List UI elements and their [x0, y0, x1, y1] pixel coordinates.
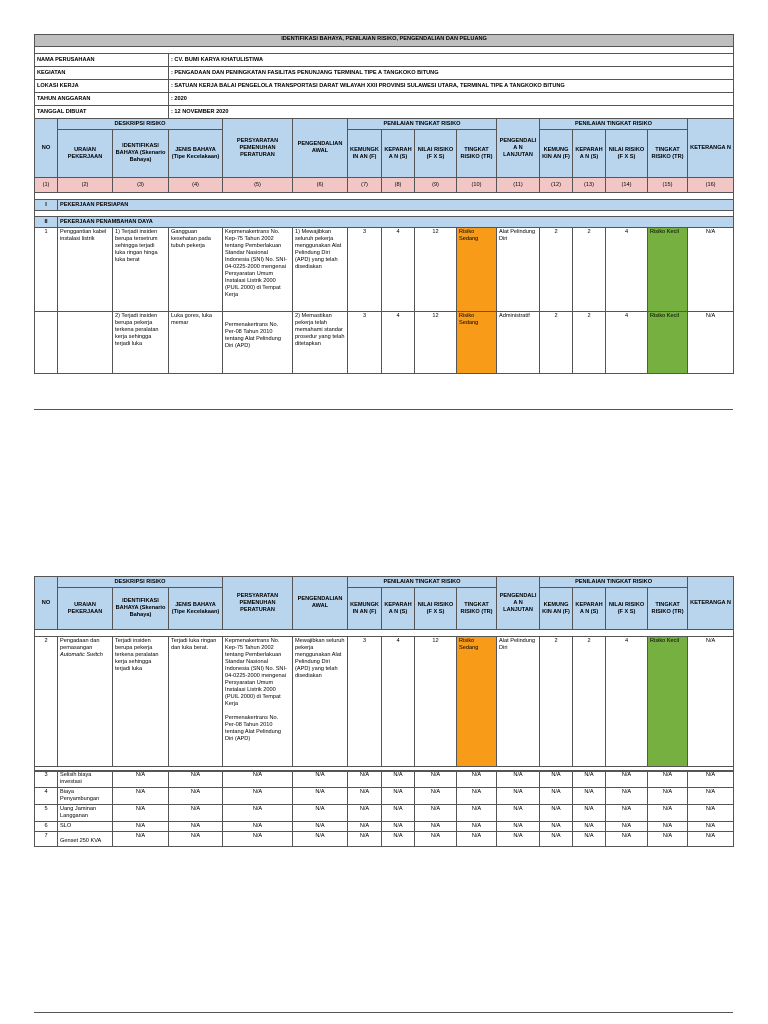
row-persyaratan — [223, 637, 293, 767]
row-no: 4 — [35, 788, 58, 805]
info-label: NAMA PERUSAHAAN — [35, 54, 169, 67]
row-f2: 2 — [540, 637, 573, 767]
info-value: : SATUAN KERJA BALAI PENGELOLA TRANSPORTASI DARAT WILAYAH XXII PROVINSI SULAWESI UTARA, TERMINAL TIPE A TANGKOKO BITUNG — [169, 80, 734, 93]
row-na-cell: N/A — [223, 788, 293, 805]
row-na-cell: N/A — [688, 822, 734, 832]
row-na-cell: N/A — [293, 805, 348, 822]
col-header-penilaian: PENILAIAN TINGKAT RISIKO — [348, 577, 497, 588]
col-header-tingkat: TINGKAT RISIKO (TR) — [457, 130, 497, 178]
row-pengendalian: 1) Mewajibkan seluruh pekerja menggunakan Alat Pelindung Diri (APD) yang telah disediakan — [293, 228, 348, 312]
row-na-cell: N/A — [113, 771, 169, 788]
col-header-deskripsi: DESKRIPSI RISIKO — [58, 119, 223, 130]
row-na-cell: N/A — [497, 788, 540, 805]
col-header-kemungkinan: KEMUNGKIN AN (F) — [348, 588, 382, 630]
row-f: 3 — [348, 312, 382, 374]
row-na-cell: N/A — [457, 832, 497, 847]
row-nilai: 12 — [415, 312, 457, 374]
col-number: (4) — [169, 178, 223, 193]
row-na-cell: N/A — [382, 832, 415, 847]
row-na-cell: N/A — [223, 805, 293, 822]
row-f: 3 — [348, 637, 382, 767]
row-identifikasi: Terjadi insiden berupa pekerja terkena peralatan kerja sehingga terjadi luka — [113, 637, 169, 767]
row-nilai2: 4 — [606, 312, 648, 374]
row-no: 3 — [35, 771, 58, 788]
row-na-cell: N/A — [293, 771, 348, 788]
row-tingkat2-risk-badge: Risiko Kecil — [648, 228, 688, 312]
row-s: 4 — [382, 228, 415, 312]
col-header-pengendalian: PENGENDALIAN AWAL — [293, 119, 348, 178]
row-no: 5 — [35, 805, 58, 822]
col-header-tingkat: TINGKAT RISIKO (TR) — [648, 130, 688, 178]
risk-table-page1 — [34, 34, 734, 374]
col-number: (12) — [540, 178, 573, 193]
row-keterangan: N/A — [688, 228, 734, 312]
row-no: 7 — [35, 832, 58, 847]
row-na-cell: N/A — [348, 832, 382, 847]
row-na-cell: N/A — [573, 832, 606, 847]
col-header-identifikasi: IDENTIFIKASI BAHAYA (Skenario Bahaya) — [113, 588, 169, 630]
col-header-deskripsi: DESKRIPSI RISIKO — [58, 577, 223, 588]
row-identifikasi: 1) Terjadi insiden berupa tersetrum sehingga terjadi luka ringan hinga luka berat — [113, 228, 169, 312]
info-label: KEGIATAN — [35, 67, 169, 80]
row-keterangan: N/A — [688, 312, 734, 374]
row-lanjutan: Alat Pelindung Diri — [497, 637, 540, 767]
row-tingkat2-risk-badge: Risiko Kecil — [648, 637, 688, 767]
row-f: 3 — [348, 228, 382, 312]
info-value: : PENGADAAN DAN PENINGKATAN FASILITAS PENUNJANG TERMINAL TIPE A TANGKOKO BITUNG — [169, 67, 734, 80]
col-number: (14) — [606, 178, 648, 193]
col-number: (7) — [348, 178, 382, 193]
col-header-keparahan: KEPARAHA N (S) — [382, 588, 415, 630]
row-f2: 2 — [540, 312, 573, 374]
section-number: II — [35, 217, 58, 228]
row-persyaratan: Kepmenakertrans No. Kep-75 Tahun 2002 tentang Pemberlakuan Standar Nasional Indonesia (SNI) No. SNI-04-0225-2000 mengenai Persyaratan Umum Instalasi Listrik 2000 (PUIL 2000) di Tempat Kerja — [223, 228, 293, 312]
row-na-cell: N/A — [293, 822, 348, 832]
col-header-lanjutan: PENGENDALIA N LANJUTAN — [497, 577, 540, 630]
row-uraian: Penggantian kabel instalasi listrik — [58, 228, 113, 312]
row-na-cell: N/A — [415, 788, 457, 805]
row-na-cell: N/A — [606, 822, 648, 832]
row-persyaratan: Permenakertrans No. Per-08 Tahun 2010 tentang Alat Pelindung Diri (APD) — [223, 312, 293, 374]
table-row — [35, 805, 734, 822]
row-na-cell: N/A — [540, 832, 573, 847]
col-number: (10) — [457, 178, 497, 193]
row-na-cell: N/A — [169, 832, 223, 847]
row-na-cell: N/A — [415, 822, 457, 832]
col-header-identifikasi: IDENTIFIKASI BAHAYA (Skenario Bahaya) — [113, 130, 169, 178]
row-na-cell: N/A — [573, 805, 606, 822]
col-header-penilaian: PENILAIAN TINGKAT RISIKO — [540, 119, 688, 130]
row-identifikasi: 2) Terjadi insiden berupa pekerja terkena peralatan kerja sehingga terjadi luka — [113, 312, 169, 374]
col-header-no: NO — [35, 577, 58, 630]
row-uraian: Uang Jaminan Langganan — [58, 805, 113, 822]
row-no: 1 — [35, 228, 58, 312]
row-jenis: Terjadi luka ringan dan luka berat. — [169, 637, 223, 767]
col-header-jenis: JENIS BAHAYA (Tipe Kecelakaan) — [169, 588, 223, 630]
row-persyaratan-text: Kepmenakertrans No. Kep-75 Tahun 2002 tentang Pemberlakuan Standar Nasional Indonesia (SNI) No. SNI-04-0225-2000 mengenai Persyaratan Umum Instalasi Listrik 2000 (PUIL 2000) di Tempat Kerja — [225, 638, 287, 707]
col-header-kemungkinan: KEMUNGKIN AN (F) — [348, 130, 382, 178]
row-na-cell: N/A — [497, 832, 540, 847]
row-nilai: 12 — [415, 228, 457, 312]
row-uraian: SLO — [58, 822, 113, 832]
table-row — [35, 832, 734, 847]
row-na-cell: N/A — [457, 788, 497, 805]
table-row — [35, 788, 734, 805]
row-nilai2: 4 — [606, 637, 648, 767]
col-header-nilai: NILAI RISIKO (F X S) — [415, 588, 457, 630]
row-na-cell: N/A — [113, 832, 169, 847]
col-header-keterangan: KETERANGA N — [688, 119, 734, 178]
col-header-keparahan: KEPARAHA N (S) — [573, 130, 606, 178]
row-s2: 2 — [573, 637, 606, 767]
col-number: (11) — [497, 178, 540, 193]
col-number: (9) — [415, 178, 457, 193]
col-header-jenis: JENIS BAHAYA (Tipe Kecelakaan) — [169, 130, 223, 178]
col-number: (13) — [573, 178, 606, 193]
row-na-cell: N/A — [415, 771, 457, 788]
row-na-cell: N/A — [573, 822, 606, 832]
row-na-cell: N/A — [457, 805, 497, 822]
row-no — [35, 312, 58, 374]
row-na-cell: N/A — [113, 788, 169, 805]
row-na-cell: N/A — [688, 832, 734, 847]
row-na-cell: N/A — [382, 805, 415, 822]
col-header-nilai: NILAI RISIKO (F X S) — [606, 588, 648, 630]
row-na-cell: N/A — [540, 788, 573, 805]
row-uraian-italic: Automatic Switch — [60, 652, 103, 658]
row-na-cell: N/A — [606, 771, 648, 788]
col-header-uraian: URAIAN PEKERJAAN — [58, 130, 113, 178]
row-na-cell: N/A — [382, 771, 415, 788]
row-lanjutan: Alat Pelindung Diri — [497, 228, 540, 312]
col-header-tingkat: TINGKAT RISIKO (TR) — [648, 588, 688, 630]
row-na-cell: N/A — [540, 771, 573, 788]
row-na-cell: N/A — [293, 788, 348, 805]
row-na-cell: N/A — [497, 822, 540, 832]
row-pengendalian: 2) Memastikan pekerja telah memahami standar prosedur yang telah ditetapkan — [293, 312, 348, 374]
info-label: TANGGAL DIBUAT — [35, 106, 169, 119]
col-number: (5) — [223, 178, 293, 193]
row-uraian — [58, 637, 113, 767]
row-na-cell: N/A — [648, 832, 688, 847]
spacer — [35, 47, 734, 54]
col-number: (1) — [35, 178, 58, 193]
info-value: : CV. BUMI KARYA KHATULISTIWA — [169, 54, 734, 67]
info-value: : 12 NOVEMBER 2020 — [169, 106, 734, 119]
row-na-cell: N/A — [382, 788, 415, 805]
col-header-kemungkinan: KEMUNGKIN AN (F) — [540, 130, 573, 178]
row-na-cell: N/A — [648, 805, 688, 822]
row-na-cell: N/A — [415, 805, 457, 822]
row-persyaratan-text-2: Permenakertrans No. Per-08 Tahun 2010 tentang Alat Pelindung Diri (APD) — [225, 715, 281, 742]
row-s: 4 — [382, 637, 415, 767]
section-label: PEKERJAAN PENAMBAHAN DAYA — [58, 217, 734, 228]
col-header-kemungkinan: KEMUNGKIN AN (F) — [540, 588, 573, 630]
col-header-persyaratan: PERSYARATAN PEMENUHAN PERATURAN — [223, 119, 293, 178]
row-na-cell: N/A — [606, 805, 648, 822]
row-uraian: Genset 250 KVA — [58, 832, 113, 847]
na-rows-table — [34, 770, 734, 847]
row-na-cell: N/A — [169, 788, 223, 805]
row-na-cell: N/A — [169, 771, 223, 788]
row-na-cell: N/A — [573, 788, 606, 805]
row-s: 4 — [382, 312, 415, 374]
row-tingkat-risk-badge: Risiko Sedang — [457, 228, 497, 312]
row-uraian — [58, 312, 113, 374]
col-number: (6) — [293, 178, 348, 193]
col-header-penilaian: PENILAIAN TINGKAT RISIKO — [348, 119, 497, 130]
page-divider — [34, 1012, 733, 1013]
row-na-cell: N/A — [540, 805, 573, 822]
row-pengendalian: Mewajibkan seluruh pekerja menggunakan Alat Pelindung Diri (APD) yang telah disediakan — [293, 637, 348, 767]
info-label: TAHUN ANGGARAN — [35, 93, 169, 106]
page-divider — [34, 409, 733, 410]
row-na-cell: N/A — [348, 771, 382, 788]
row-s2: 2 — [573, 228, 606, 312]
row-na-cell: N/A — [688, 771, 734, 788]
col-number: (8) — [382, 178, 415, 193]
row-keterangan: N/A — [688, 637, 734, 767]
row-na-cell: N/A — [169, 822, 223, 832]
row-na-cell: N/A — [223, 771, 293, 788]
row-nilai2: 4 — [606, 228, 648, 312]
col-header-no: NO — [35, 119, 58, 178]
row-na-cell: N/A — [293, 832, 348, 847]
row-na-cell: N/A — [348, 788, 382, 805]
section-label: PEKERJAAN PERSIAPAN — [58, 200, 734, 211]
row-na-cell: N/A — [457, 822, 497, 832]
row-tingkat-risk-badge: Risiko Sedang — [457, 637, 497, 767]
row-na-cell: N/A — [540, 822, 573, 832]
col-header-lanjutan: PENGENDALIA N LANJUTAN — [497, 119, 540, 178]
row-na-cell: N/A — [382, 822, 415, 832]
row-na-cell: N/A — [348, 822, 382, 832]
col-number: (15) — [648, 178, 688, 193]
row-na-cell: N/A — [648, 788, 688, 805]
row-jenis: Luka gores, luka memar — [169, 312, 223, 374]
row-tingkat2-risk-badge: Risiko Kecil — [648, 312, 688, 374]
info-label: LOKASI KERJA — [35, 80, 169, 93]
row-na-cell: N/A — [113, 805, 169, 822]
spacer — [35, 630, 734, 637]
col-header-nilai: NILAI RISIKO (F X S) — [415, 130, 457, 178]
row-jenis: Gangguan kesehatan pada tubuh pekerja — [169, 228, 223, 312]
info-value: : 2020 — [169, 93, 734, 106]
row-na-cell: N/A — [348, 805, 382, 822]
row-nilai: 12 — [415, 637, 457, 767]
document-title: IDENTIFIKASI BAHAYA, PENILAIAN RISIKO, PENGENDALIAN DAN PELUANG — [35, 35, 734, 47]
col-header-tingkat: TINGKAT RISIKO (TR) — [457, 588, 497, 630]
col-header-persyaratan: PERSYARATAN PEMENUHAN PERATURAN — [223, 577, 293, 630]
row-na-cell: N/A — [497, 805, 540, 822]
row-uraian: Selisih biaya investasi — [58, 771, 113, 788]
row-uraian: Biaya Penyambungan — [58, 788, 113, 805]
risk-table-page2 — [34, 576, 734, 772]
row-na-cell: N/A — [688, 805, 734, 822]
row-tingkat-risk-badge: Risiko Sedang — [457, 312, 497, 374]
row-na-cell: N/A — [223, 832, 293, 847]
table-row — [35, 771, 734, 788]
row-na-cell: N/A — [606, 832, 648, 847]
col-number: (3) — [113, 178, 169, 193]
row-na-cell: N/A — [415, 832, 457, 847]
row-lanjutan: Administratif — [497, 312, 540, 374]
col-header-keterangan: KETERANGA N — [688, 577, 734, 630]
row-uraian-text: Pengadaan dan pemasangan — [60, 638, 100, 651]
row-na-cell: N/A — [457, 771, 497, 788]
section-number: I — [35, 200, 58, 211]
col-header-penilaian: PENILAIAN TINGKAT RISIKO — [540, 577, 688, 588]
col-header-keparahan: KEPARAHA N (S) — [382, 130, 415, 178]
spacer — [35, 193, 734, 200]
row-na-cell: N/A — [606, 788, 648, 805]
row-s2: 2 — [573, 312, 606, 374]
row-na-cell: N/A — [169, 805, 223, 822]
row-no: 2 — [35, 637, 58, 767]
row-na-cell: N/A — [648, 771, 688, 788]
col-header-uraian: URAIAN PEKERJAAN — [58, 588, 113, 630]
row-na-cell: N/A — [648, 822, 688, 832]
table-row — [35, 822, 734, 832]
row-na-cell: N/A — [113, 822, 169, 832]
row-na-cell: N/A — [223, 822, 293, 832]
row-na-cell: N/A — [688, 788, 734, 805]
col-number: (2) — [58, 178, 113, 193]
row-na-cell: N/A — [497, 771, 540, 788]
col-header-pengendalian: PENGENDALIAN AWAL — [293, 577, 348, 630]
row-f2: 2 — [540, 228, 573, 312]
col-header-keparahan: KEPARAHA N (S) — [573, 588, 606, 630]
col-header-nilai: NILAI RISIKO (F X S) — [606, 130, 648, 178]
col-number: (16) — [688, 178, 734, 193]
row-na-cell: N/A — [573, 771, 606, 788]
row-no: 6 — [35, 822, 58, 832]
